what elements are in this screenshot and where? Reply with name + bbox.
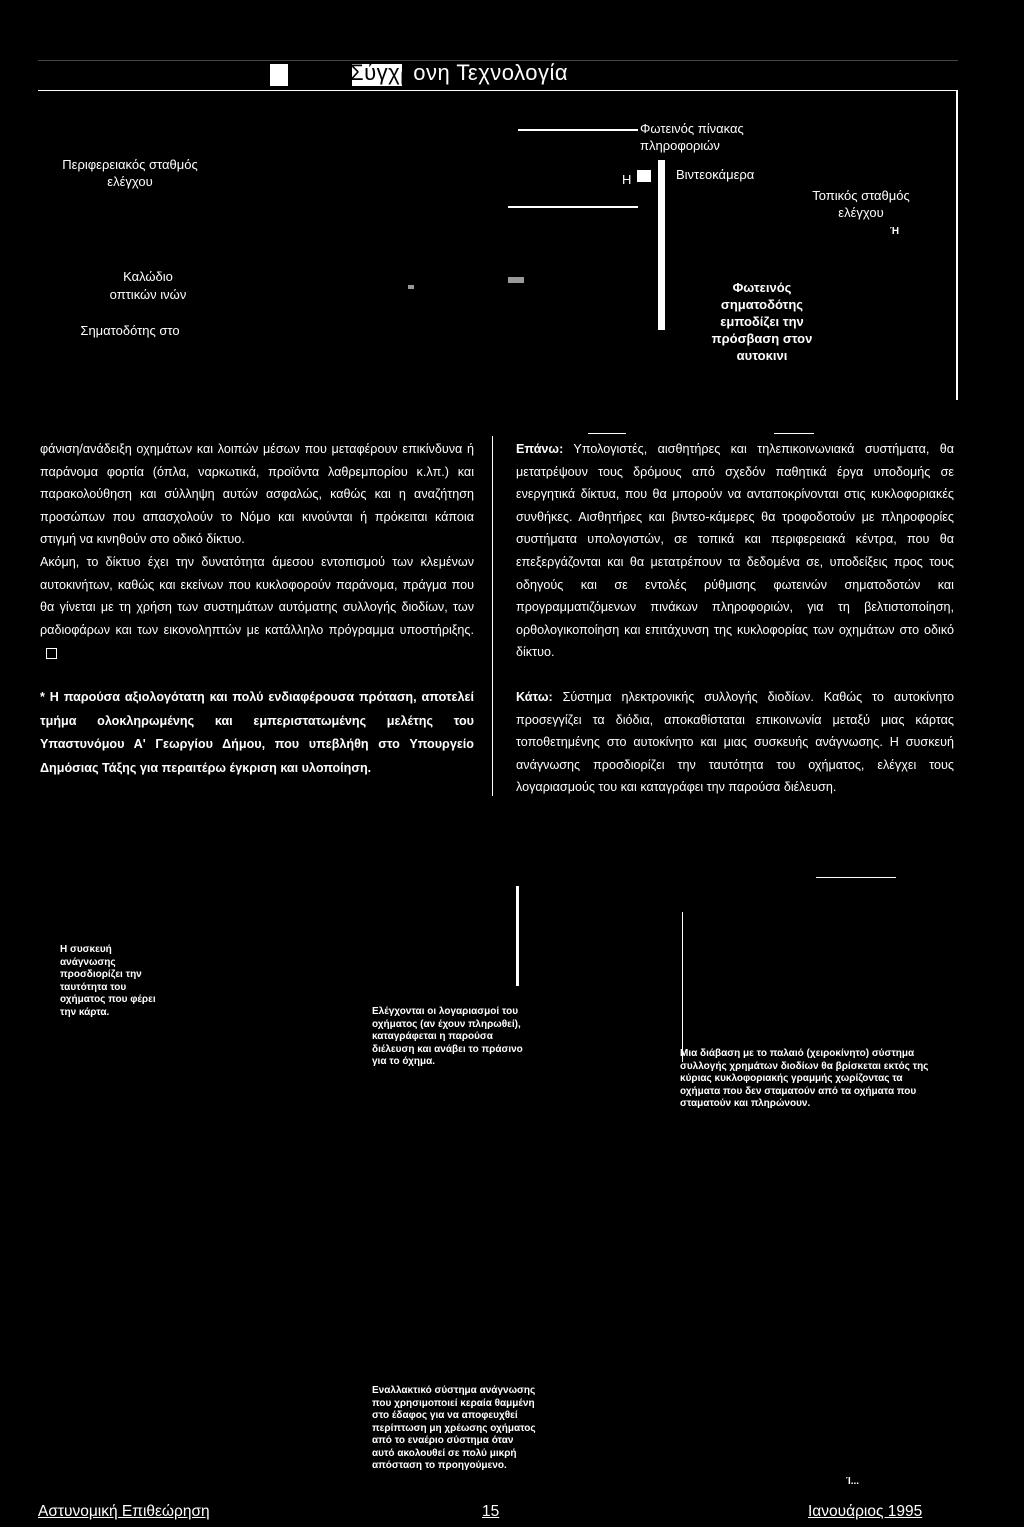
- label-signal-at: Σηματοδότης στο: [80, 323, 180, 338]
- label-accounts-checked: Ελέγχονται οι λογαριασμοί του οχήματος (αν έχουν πληρωθεί), καταγράφεται η παρούσα διέλευση και ανάβει το πράσινο για το όχημα.: [372, 1006, 523, 1067]
- article-footnote: * Η παρούσα αξιολογότατη και πολύ ενδιαφέρουσα πρόταση, αποτελεί τμήμα ολοκληρωμένης και εμπεριστατωμένης μελέτης του Υπαστυνόμου Α' Γεωργίου Δήμου, που υπεβλήθη στο Υπουργείο Δημόσιας Τάξης για περαιτέρω έγκριση και υλοποίηση.: [40, 690, 474, 775]
- toll-lane-line: [682, 912, 683, 1062]
- label-lane: Μια διάβαση με το παλαιό (χειροκίνητο) σύστημα συλλογής χρημάτων διοδίων θα βρίσκεται εκτός της κύριας κυκλοφοριακής γραμμής χωρίζοντας τα οχήματα που δεν σταματούν από τα οχήματα που σταματούν και πληρώνουν.: [680, 1048, 929, 1109]
- label-reader-device: Η συσκευή ανάγνωσης προσδιορίζει την ταυτότητα του οχήματος που φέρει την κάρτα.: [60, 944, 156, 1018]
- diagram-line: [518, 129, 638, 131]
- corner-mark: Ί...: [846, 1476, 860, 1487]
- label-local-station: Τοπικός σταθμός ελέγχου: [812, 188, 910, 220]
- header-side-rule: [956, 90, 958, 400]
- corner-mark: Ή: [890, 226, 900, 237]
- toll-gantry-pole: [516, 886, 519, 986]
- caption-bottom-text: Σύστημα ηλεκτρονικής συλλογής διοδίων. Καθώς το αυτοκίνητο προσεγγίζει τα διόδια, αποκαθίσταται επικοινωνία μεταξύ μιας κάρτας τοποθετημένης στο αυτοκίνητο και μιας συσκευής ανάγνωσης. Η συσκευή ανάγνωσης προσδιορίζει την ταυτότητα του οχήματος, ελέγχει τους λογαριασμούς του και καταγράφει την παρούσα διέλευση.: [516, 690, 955, 795]
- column-rule: [588, 433, 626, 434]
- camera-prefix: Η: [622, 172, 632, 187]
- column-rule: [774, 433, 814, 434]
- video-camera-icon: [637, 170, 651, 182]
- signal-pole: [658, 160, 665, 330]
- caption-top-label: Επάνω:: [516, 442, 564, 456]
- section-title: Σύγχρονη Τεχνολογία: [350, 60, 569, 85]
- toll-diagram-line: [816, 877, 896, 878]
- article-paragraph: Ακόμη, το δίκτυο έχει την δυνατότητα άμεσου εντοπισμού των κλεμένων αυτοκινήτων, καθώς και εκείνων που κυκλοφορούν παράνομα, πράγμα που θα γίνεται με τη χρήση των συστημάτων αυτόματης συλλογής διοδίων, των ραδιοφάρων και των εικονοληπτών με κατάλληλο πρόγραμμα υποστήριξης.: [40, 551, 474, 664]
- magazine-logo-icon: [270, 64, 288, 86]
- footer-date: Ιανουάριος 1995: [808, 1503, 923, 1520]
- diagram-line: [508, 206, 638, 208]
- label-fiber-cable: Καλώδιο οπτικών ινών: [109, 269, 187, 302]
- label-peripheral-station: Περιφερειακός σταθμός ελέγχου: [62, 157, 198, 189]
- label-alt-system: Εναλλακτικό σύστημα ανάγνωσης που χρησιμοποιεί κεραία θαμμένη στο έδαφος για να αποφευχθεί περίπτωση μη χρέωσης οχήματος από το εναέριο σύστημα όταν αυτό ακολουθεί σε πολύ μικρή απόσταση το προηγούμενο.: [372, 1385, 536, 1471]
- label-info-panel: Φωτεινός πίνακας πληροφοριών: [640, 121, 744, 153]
- caption-bottom-label: Κάτω:: [516, 690, 553, 704]
- footer-page-number: 15: [482, 1503, 500, 1520]
- speck: [408, 285, 414, 289]
- speck: [508, 277, 524, 283]
- article-paragraph: φάνιση/ανάδειξη οχημάτων και λοιπών μέσων που μεταφέρουν επικίνδυνα ή παράνομα φορτία (όπλα, ναρκωτικά, προϊόντα λαθρεμπορίου κ.λπ.) και παρακολούθηση και σύλληψη αυτών ασφαλώς, καθώς και η αναζήτηση προσώπων που απασχολούν το Νόμο και κινούνται ή πρόκειται κάποια στιγμή να κινηθούν στο οδικό δίκτυο.: [40, 442, 474, 547]
- label-video-camera: Βιντεοκάμερα: [676, 167, 755, 182]
- header-rule: [38, 90, 958, 91]
- label-light-signal: Φωτεινός σηματοδότης εμποδίζει την πρόσβαση στον αυτοκινι: [711, 280, 813, 363]
- column-divider: [492, 436, 493, 796]
- footer-magazine: Αστυνομική Επιθεώρηση: [38, 1503, 210, 1520]
- article-left-column: [40, 438, 474, 664]
- end-mark-icon: [46, 648, 57, 659]
- caption-top: [516, 438, 954, 664]
- caption-bottom: [516, 686, 954, 799]
- caption-top-text: Υπολογιστές, αισθητήρες και τηλεπικοινωνιακά συστήματα, θα μετατρέψουν τους δρόμους από σχεδόν παθητικά έργα υποδομής σε ενεργητικά δίκτυα, που θα μπορούν να ανταποκρίνονται στις κυκλοφοριακές συνθήκες. Αισθητήρες και βιντεο-κάμερες θα τροφοδοτούν με πληροφορίες συστήματα υπολογιστών, σε τοπικά και περιφερειακά κέντρα, που θα επεξεργάζονται και θα μετατρέπουν τα δεδομένα σε, υποδείξεις προς τους οδηγούς και σε εντολές ρύθμισης φωτεινών σηματοδοτών και προγραμματιζόμενων πινάκων πληροφοριών, για τη βελτιστοποίηση, ορθολογικοποίηση και επιτάχυνση της κυκλοφορίας των οχημάτων στο οδικό δίκτυο.: [516, 442, 954, 660]
